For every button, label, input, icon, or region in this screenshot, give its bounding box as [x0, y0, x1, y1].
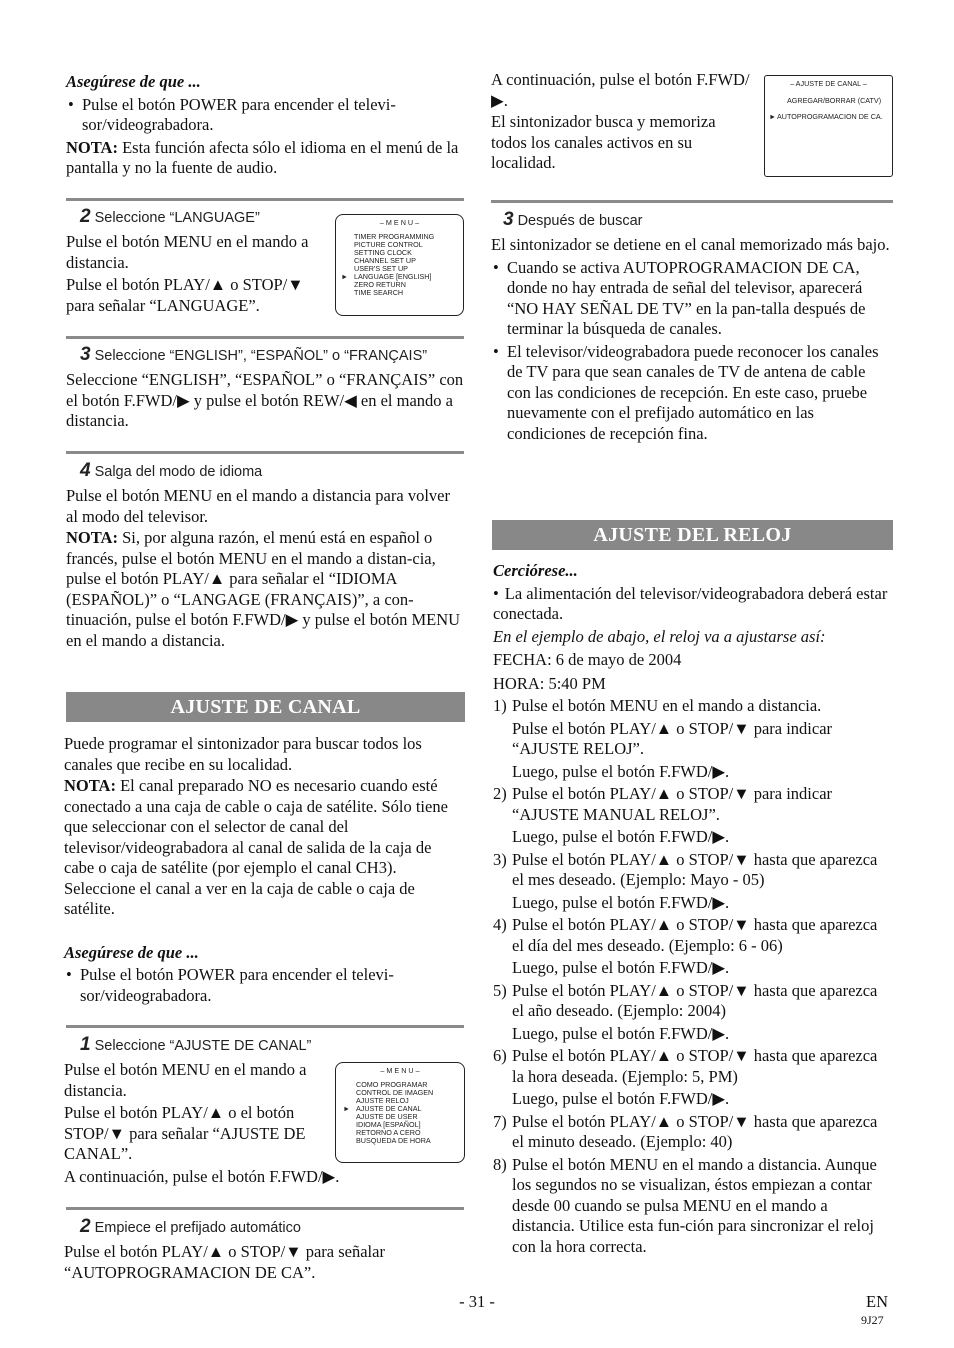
menu3-list: [769, 97, 892, 121]
footer-code: 9J27: [861, 1313, 884, 1327]
right-top: [491, 70, 753, 174]
clock-step: 2) Pulse el botón PLAY/▲ o STOP/▼ para indicar “AJUSTE MANUAL RELOJ”. Luego, pulse el botón F.FWD/▶.: [493, 784, 833, 846]
step2-body: [66, 232, 334, 316]
menu-item: CONTROL DE IMAGEN: [356, 1088, 434, 1097]
step4-body: [66, 486, 464, 651]
reloj-banner: AJUSTE DEL RELOJ: [492, 520, 893, 550]
clock-step: 8) Pulse el botón MENU en el mando a distancia. Aunque los segundos no se visualizan, éstos empiezan a contar desde 00 cuando se pulsa MENU en el mando a distancia. Utilice esta fun-ción para sincronizar el reloj con la hora correcta.: [493, 1154, 877, 1256]
menu-item: AJUSTE RELOJ: [356, 1096, 409, 1105]
menu-item: TIMER PROGRAMMING: [354, 232, 435, 241]
menu-item: RETORNO A CERO: [356, 1128, 421, 1137]
r3-bullet-1: • Cuando se activa AUTOPROGRAMACION DE CA, donde no hay entrada de señal del televisor, aparecerá “NO HAY SEÑAL DE TV” en la pan-talla después de terminar la búsqueda de canales.: [493, 257, 866, 338]
pointer-icon: ►: [769, 112, 777, 121]
menu-item: COMO PROGRAMAR: [356, 1080, 428, 1089]
r3-bullet-2: • El televisor/videograbadora puede reconocer los canales de TV para que sean canales de TV de antena de cable con las condiciones de recepción. En este caso, pruebe nuevamente con el prefijado automático en las condiciones de recepción fina.: [493, 341, 879, 443]
menu-item: SETTING CLOCK: [354, 248, 412, 257]
canal-banner: AJUSTE DE CANAL: [66, 692, 465, 722]
step3-p: Seleccione “ENGLISH”, “ESPAÑOL” o “FRANÇAIS” con el botón F.FWD/▶ y pulse el botón REW/◀ en el mando a distancia.: [66, 370, 464, 430]
intro-heading: Asegúrese de que ...: [66, 72, 201, 91]
menu-item: AJUSTE DE USER: [356, 1112, 418, 1121]
divider-3: [66, 451, 464, 454]
canal-heading: Asegúrese de que ...: [64, 942, 199, 962]
menu-item: USER'S SET UP: [354, 264, 408, 273]
page-number: - 31 -: [459, 1292, 495, 1311]
menu2-title: – M E N U –: [380, 1066, 420, 1075]
canal-p1: Puede programar el sintonizador para buscar todos los canales que recibe en su localidad.: [64, 734, 422, 774]
footer-lang: EN: [866, 1292, 888, 1311]
step4-p: Pulse el botón MENU en el mando a distancia para volver al modo del televisor.: [66, 486, 450, 526]
clock-step: 3) Pulse el botón PLAY/▲ o STOP/▼ hasta que aparezca el mes deseado. (Ejemplo: Mayo - 05) Luego, pulse el botón F.FWD/▶.: [493, 849, 878, 912]
c1-body: [64, 1060, 339, 1165]
intro-bullet: • Pulse el botón POWER para encender el televi-sor/videograbadora.: [68, 94, 396, 134]
c1-p2: Pulse el botón PLAY/▲ o el botón STOP/▼ para señalar “AJUSTE DE CANAL”.: [64, 1103, 306, 1163]
menu-screen-ajuste-canal: [764, 75, 893, 177]
menu-item: ► AJUSTE DE CANAL: [343, 1104, 422, 1113]
menu1-title: – M E N U –: [379, 218, 420, 227]
reloj-heading: Cerciórese...: [493, 561, 578, 580]
menu1-list: [341, 232, 463, 297]
step3-heading: 3 Seleccione “ENGLISH”, “ESPAÑOL” o “FRANÇAIS”: [80, 344, 428, 365]
divider-5: [66, 1207, 464, 1210]
pointer-icon: ►: [341, 272, 349, 281]
clock-step: 5) Pulse el botón PLAY/▲ o STOP/▼ hasta que aparezca el año deseado. (Ejemplo: 2004) Luego, pulse el botón F.FWD/▶.: [493, 980, 878, 1043]
menu-item: BUSQUEDA DE HORA: [356, 1136, 431, 1145]
right-top-p2: El sintonizador busca y memoriza todos los canales activos en su localidad.: [491, 112, 716, 172]
step3-body: [66, 370, 464, 432]
step2-p1: Pulse el botón MENU en el mando a distancia.: [66, 232, 309, 272]
c2-heading: 2 Empiece el prefijado automático: [80, 1216, 301, 1237]
c1-p1: Pulse el botón MENU en el mando a distancia.: [64, 1060, 307, 1100]
menu-screen-canal: [335, 1062, 465, 1163]
menu-screen-language: [335, 214, 464, 316]
c2-body: [64, 1242, 464, 1283]
c1-heading: 1 Seleccione “AJUSTE DE CANAL”: [80, 1034, 312, 1055]
divider-6: [491, 200, 893, 203]
menu3-title: – AJUSTE DE CANAL –: [790, 79, 867, 88]
clock-step: 1) Pulse el botón MENU en el mando a distancia. Pulse el botón PLAY/▲ o STOP/▼ para indicar “AJUSTE RELOJ”. Luego, pulse el botón F.FWD/▶.: [493, 696, 833, 781]
c2-p: Pulse el botón PLAY/▲ o STOP/▼ para señalar “AUTOPROGRAMACION DE CA”.: [64, 1242, 385, 1282]
menu2-list: [343, 1080, 464, 1145]
c1-p3-wrap: [64, 1167, 464, 1188]
right-top-p1: A continuación, pulse el botón F.FWD/▶.: [491, 70, 750, 110]
left-column: [66, 72, 466, 179]
menu-item: ZERO RETURN: [354, 280, 406, 289]
reloj-steps: [493, 696, 893, 1257]
step4-heading: 4 Salga del modo de idioma: [80, 460, 263, 481]
reloj-body: [493, 561, 893, 1257]
reloj-example: En el ejemplo de abajo, el reloj va a ajustarse así:: [493, 626, 826, 646]
divider-2: [66, 336, 464, 339]
menu-item: IDIOMA [ESPAÑOL]: [356, 1120, 421, 1129]
canal-bullet: • Pulse el botón POWER para encender el televi-sor/videograbadora.: [66, 965, 394, 1005]
step4-note: NOTA: Si, por alguna razón, el menú está en español o francés, pulse el botón MENU en el mando a distan-cia, pulse el botón PLAY/▲ para señalar el “IDIOMA (ESPAÑOL)” o “LANGAGE (FRANÇAIS)”, a con-tinuación, pulse el botón F.FWD/▶ y pulse el botón MENU en el mando a distancia.: [66, 528, 461, 650]
clock-step: 7) Pulse el botón PLAY/▲ o STOP/▼ hasta que aparezca el minuto deseado. (Ejemplo: 40): [493, 1111, 878, 1151]
clock-step: 4) Pulse el botón PLAY/▲ o STOP/▼ hasta que aparezca el día del mes deseado. (Ejemplo: 6 - 06) Luego, pulse el botón F.FWD/▶.: [493, 915, 878, 977]
menu-item: AGREGAR/BORRAR (CATV): [787, 96, 882, 105]
r3-p: El sintonizador se detiene en el canal memorizado más bajo.: [491, 235, 890, 254]
menu-item: ► AUTOPROGRAMACION DE CA.: [769, 112, 883, 121]
reloj-bullet: • La alimentación del televisor/videograbadora deberá estar conectada.: [493, 583, 888, 623]
canal-note: NOTA: El canal preparado NO es necesario cuando esté conectado a una caja de cable o caja de satélite. Sólo tiene que seleccionar con el selector de canal del televisor/videograbadora al canal de salida de la caja de cabe o caja de satélite (por ejemplo el canal CH3). Seleccione el canal a ver en la caja de cable o caja de satélite.: [64, 776, 448, 918]
menu-item: CHANNEL SET UP: [354, 256, 416, 265]
r3-body: [491, 235, 891, 444]
menu-item: PICTURE CONTROL: [354, 240, 423, 249]
menu-item: ► LANGUAGE [ENGLISH]: [341, 272, 432, 281]
c1-p3: A continuación, pulse el botón F.FWD/▶.: [64, 1167, 340, 1186]
intro-note: NOTA: Esta función afecta sólo el idioma en el menú de la pantalla y no la fuente de audio.: [66, 137, 459, 177]
reloj-fecha: FECHA: 6 de mayo de 2004: [493, 650, 682, 669]
step2-p2: Pulse el botón PLAY/▲ o STOP/▼ para señalar “LANGUAGE”.: [66, 275, 304, 315]
reloj-hora: HORA: 5:40 PM: [493, 673, 606, 693]
pointer-icon: ►: [343, 1104, 351, 1113]
divider-4: [66, 1025, 464, 1028]
clock-step: 6) Pulse el botón PLAY/▲ o STOP/▼ hasta que aparezca la hora deseada. (Ejemplo: 5, PM) Luego, pulse el botón F.FWD/▶.: [493, 1046, 878, 1108]
canal-body: [64, 734, 465, 1006]
menu-item: TIME SEARCH: [354, 288, 404, 297]
r3-heading: 3 Después de buscar: [503, 209, 643, 230]
divider-1: [66, 198, 464, 201]
step2-heading: 2 Seleccione “LANGUAGE”: [80, 206, 260, 227]
